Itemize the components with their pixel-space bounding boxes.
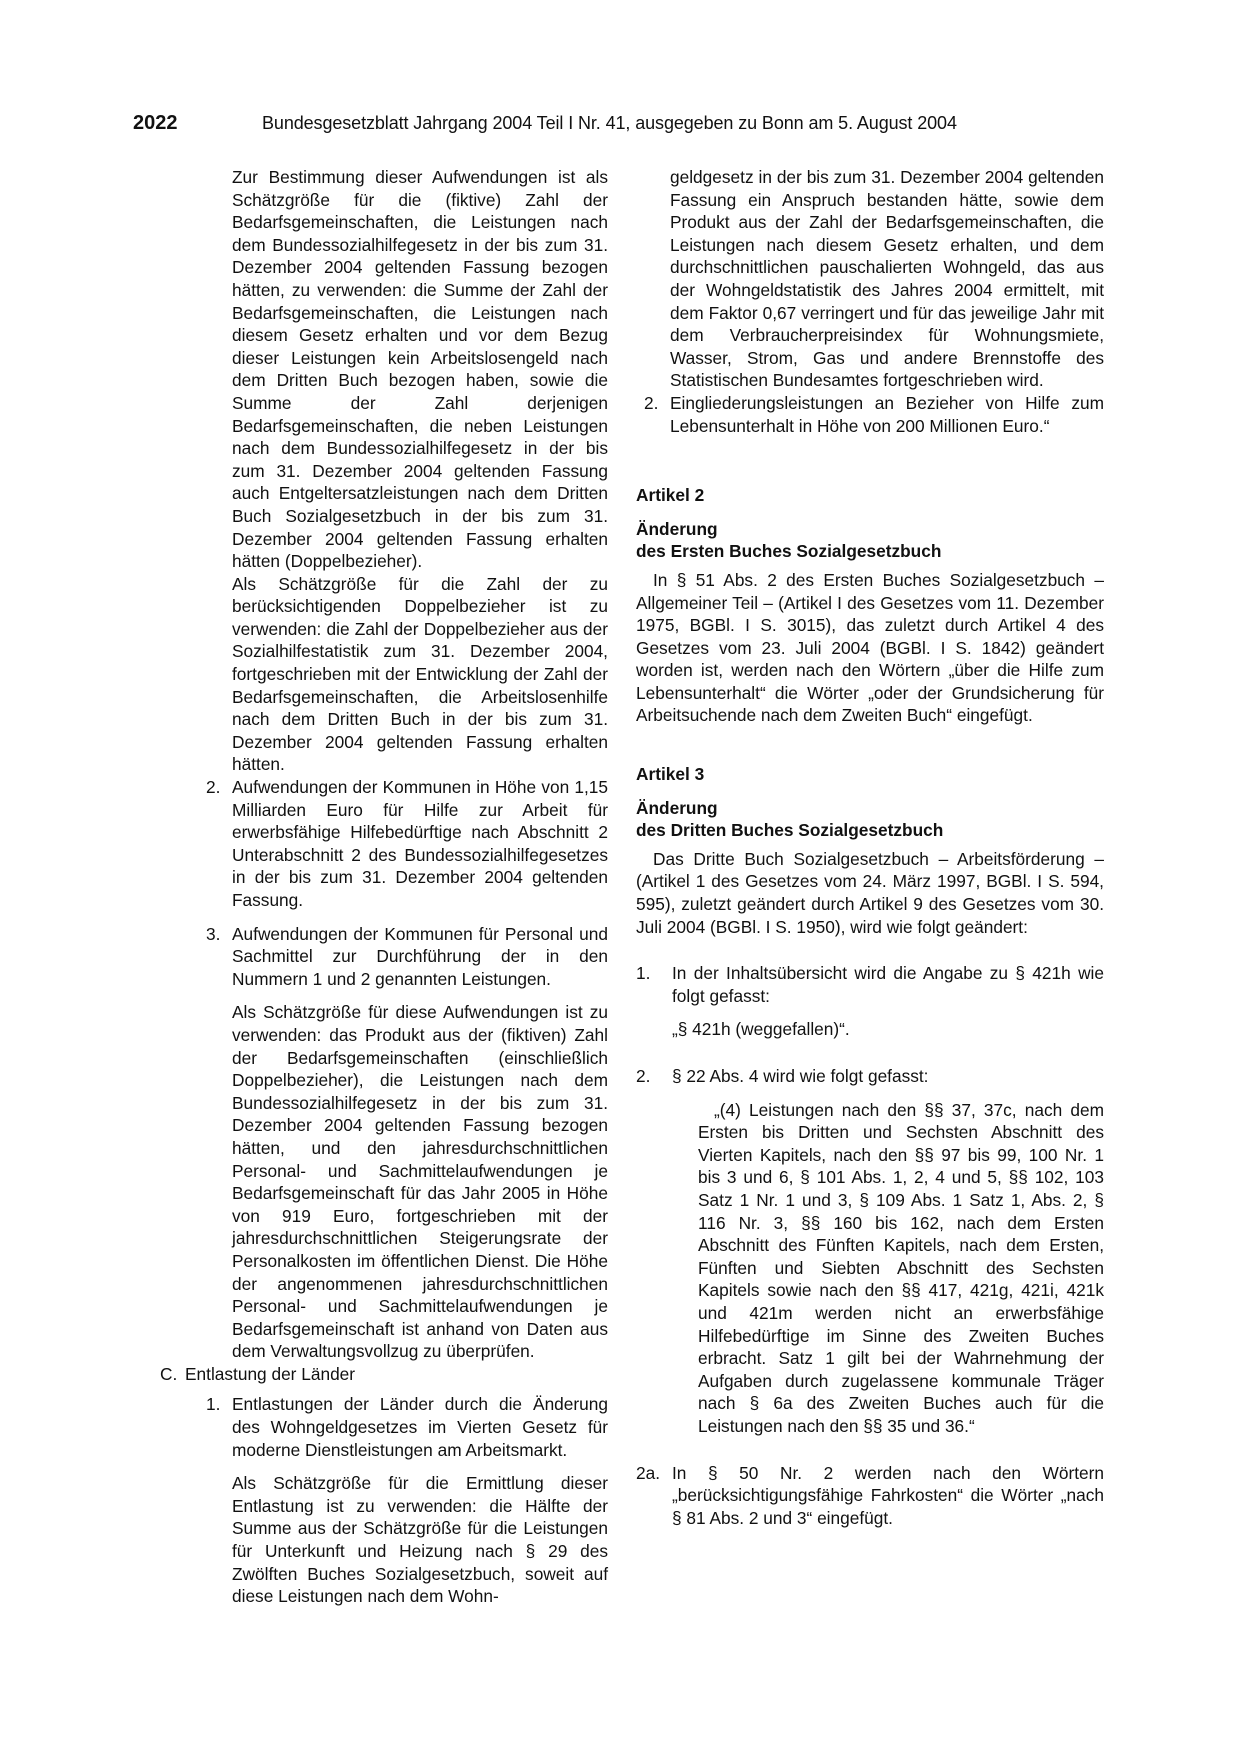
list-text: Aufwendungen der Kommunen für Personal und Sachmittel zur Durchführung der in den Nummern 1 und 2 genannten Leistungen. (232, 923, 608, 989)
paragraph: geldgesetz in der bis zum 31. Dezember 2004 geltenden Fassung ein Anspruch bestanden hätte, sowie dem Produkt aus der Zahl der Bedarfsgemeinschaften, die Leistungen nach diesem Gesetz erhalten, und dem durchschnittlichen pauschalierten Wohngeld, das aus der Wohngeldstatistik des Jahres 2004 ermittelt, mit dem Faktor 0,67 verringert und für das jeweilige Jahr mit dem Verbraucherpreisindex für Wohnungsmiete, Wasser, Strom, Gas und andere Brennstoffe des Statistischen Bundesamtes fortgeschrieben wird. (670, 167, 1104, 391)
quoted-text: „§ 421h (weggefallen)“. (672, 1019, 850, 1040)
paragraph: In § 51 Abs. 2 des Ersten Buches Sozialgesetzbuch – Allgemeiner Teil – (Artikel I des Gesetzes vom 11. Dezember 1975, BGBl. I S. 3015), das zuletzt durch Artikel 4 des Gesetzes vom 23. Juli 2004 (BGBl. I S. 1842) geändert worden ist, werden nach den Wörtern „über die Hilfe zum Lebensunterhalt“ die Wörter „oder der Grundsicherung für Arbeitsuchende nach dem Zweiten Buch“ eingefügt. (636, 569, 1104, 726)
list-text: In der Inhaltsübersicht wird die Angabe zu § 421h wie folgt gefasst: (672, 963, 1104, 1006)
list-number: 2. (644, 392, 659, 413)
list-text: Aufwendungen der Kommunen in Höhe von 1,15 Milliarden Euro für Hilfe zur Arbeit für erwerbsfähige Hilfebedürftige nach Abschnitt 2 Unterabschnitt 2 des Bundessozialhilfegesetzes in der bis zum 31. Dezember 2004 geltenden Fassung. (232, 777, 608, 910)
article-subtitle: Änderung (636, 797, 718, 818)
running-head: Bundesgesetzblatt Jahrgang 2004 Teil I Nr. 41, ausgegeben zu Bonn am 5. August 2004 (262, 113, 957, 133)
article-subtitle: Änderung (636, 518, 718, 539)
page-number: 2022 (133, 112, 178, 134)
paragraph: Als Schätzgröße für die Zahl der zu berücksichtigenden Doppelbezieher ist zu verwenden: die Zahl der Doppelbezieher aus der Sozialhilfestatistik zum 31. Dezember 2004, fortgeschrieben mit der Entwicklung der Zahl der Bedarfsgemeinschaften, die Arbeitslosenhilfe nach dem Dritten Buch in der bis zum 31. Dezember 2004 geltenden Fassung erhalten hätten. (232, 573, 608, 775)
left-column (160, 166, 608, 1608)
list-text: In § 50 Nr. 2 werden nach den Wörtern „berücksichtigungsfähige Fahrkosten“ die Wörter „nach § 81 Abs. 2 und 3“ eingefügt. (672, 1462, 1104, 1528)
list-item (636, 1065, 1104, 1088)
list-number: 2. (636, 1066, 651, 1086)
right-column (636, 166, 1104, 1540)
list-number: 2a. (636, 1462, 661, 1483)
article-subtitle: des Dritten Buches Sozialgesetzbuch (636, 820, 944, 841)
section-heading (160, 1363, 608, 1386)
list-item (180, 776, 608, 912)
article-title: Artikel 2 (636, 485, 705, 506)
quoted-text: „(4) Leistungen nach den §§ 37, 37c, nach dem Ersten bis Dritten und Sechsten Abschnitt des Vierten Kapitels, nach den §§ 97 bis 99, 100 Nr. 1 bis 3 und 6, § 101 Abs. 1, 2, 4 und 5, §§ 102, 103 Satz 1 Nr. 1 und 3, § 109 Abs. 1 Satz 1, Abs. 2, § 116 Nr. 3, §§ 160 bis 162, nach dem Ersten Abschnitt des Fünften Kapitels, nach dem Ersten, Fünften und Siebten Abschnitt des Sechsten Kapitels sowie nach den §§ 417, 421g, 421i, 421k und 421m werden nicht an erwerbsfähige Hilfebedürftige im Sinne des Zweiten Buches erbracht. Satz 1 gilt bei der Wahrnehmung der Aufgaben durch zugelassene kommunale Träger nach § 6a des Zweiten Buches auch für die Leistungen nach den §§ 35 und 36.“ (698, 1099, 1104, 1436)
paragraph: Als Schätzgröße für die Ermittlung dieser Entlastung ist zu verwenden: die Hälfte der Summe aus der Schätzgröße für die Leistungen für Unterkunft und Heizung nach § 29 des Zwölften Buches Sozialgesetzbuch, soweit auf diese Leistungen nach dem Wohn- (232, 1473, 608, 1607)
paragraph: Das Dritte Buch Sozialgesetzbuch – Arbeitsförderung – (Artikel 1 des Gesetzes vom 24. März 1997, BGBl. I S. 594, 595), zuletzt geändert durch Artikel 9 des Gesetzes vom 30. Juli 2004 (BGBl. I S. 1950), wird wie folgt geändert: (636, 848, 1104, 937)
list-number: 2. (206, 777, 221, 798)
list-number: 1. (636, 963, 651, 984)
paragraph: Als Schätzgröße für diese Aufwendungen ist zu verwenden: das Produkt aus der (fiktiven) Zahl der Bedarfsgemeinschaften (einschließlich Doppelbezieher), die Leistungen nach dem Bundessozialhilfegesetz in der bis zum 31. Dezember 2004 geltenden Fassung bezogen hätten, und den jahresdurchschnittlichen Personal- und Sachmittelaufwendungen je Bedarfsgemeinschaft für das Jahr 2005 in Höhe von 919 Euro, fortgeschrieben mit der jahresdurchschnittlichen Steigerungsrate der Personalkosten im öffentlichen Dienst. Die Höhe der angenommenen jahresdurchschnittlichen Personal- und Sachmittelaufwendungen je Bedarfsgemeinschaft ist anhand von Daten aus dem Verwaltungsvollzug zu überprüfen. (232, 1002, 608, 1362)
list-text: Eingliederungsleistungen an Bezieher von Hilfe zum Lebensunterhalt in Höhe von 200 Millionen Euro.“ (670, 392, 1104, 436)
list-item (636, 392, 1104, 437)
list-text: § 22 Abs. 4 wird wie folgt gefasst: (672, 1066, 929, 1086)
article-title: Artikel 3 (636, 764, 705, 785)
list-number: 3. (206, 923, 221, 944)
section-title: Entlastung der Länder (185, 1363, 356, 1384)
article-subtitle: des Ersten Buches Sozialgesetzbuch (636, 541, 942, 562)
list-number: 1. (206, 1394, 221, 1415)
section-letter: C. (160, 1363, 178, 1384)
paragraph: Zur Bestimmung dieser Aufwendungen ist als Schätzgröße für die (fiktive) Zahl der Bedarfsgemeinschaften, die Leistungen nach dem Bundessozialhilfegesetz in der bis zum 31. Dezember 2004 geltenden Fassung bezogen hätten, zu verwenden: die Summe der Zahl der Bedarfsgemeinschaften, die Leistungen nach diesem Gesetz erhalten und vor dem Bezug dieser Leistungen kein Arbeitslosengeld nach dem Dritten Buch bezogen haben, sowie die Summe der Zahl derjenigen Bedarfsgemeinschaften, die neben Leistungen nach dem Bundessozialhilfegesetz in der bis zum 31. Dezember 2004 geltenden Fassung auch Entgeltersatzleistungen nach dem Dritten Buch Sozialgesetzbuch in der bis zum 31. Dezember 2004 geltenden Fassung erhalten hätten (Doppelbezieher). (232, 167, 608, 572)
list-item (636, 1462, 1104, 1530)
list-item (180, 923, 608, 991)
list-item (636, 962, 1104, 1007)
list-item (180, 1393, 608, 1461)
list-text: Entlastungen der Länder durch die Änderung des Wohngeldgesetzes im Vierten Gesetz für moderne Dienstleistungen am Arbeitsmarkt. (232, 1394, 608, 1460)
